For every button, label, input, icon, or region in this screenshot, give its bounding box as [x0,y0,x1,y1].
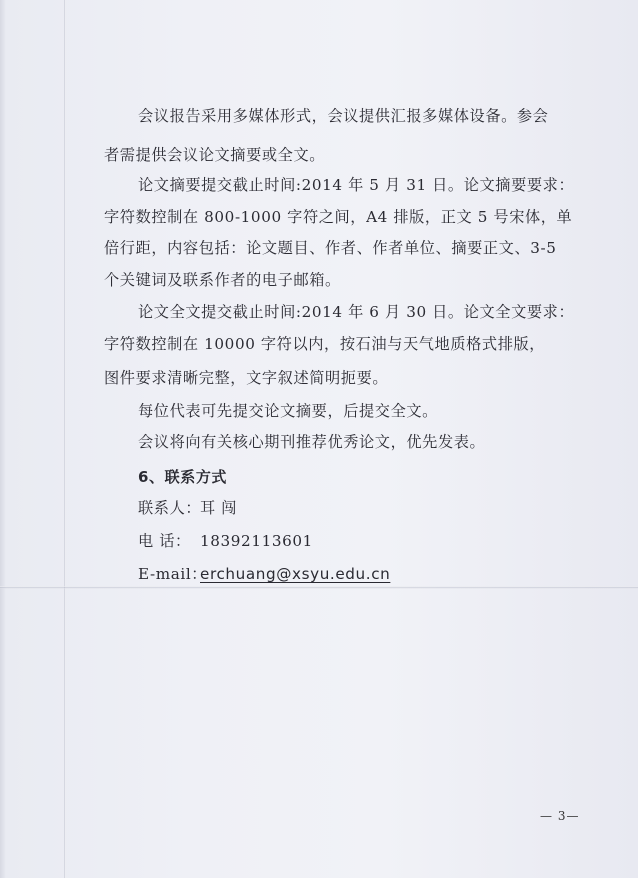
body-line-9: 图件要求清晰完整，文字叙述简明扼要。 [104,369,389,387]
body-line-11: 会议将向有关核心期刊推荐优秀论文，优先发表。 [138,433,486,451]
body-line-5: 倍行距，内容包括：论文题目、作者、作者单位、摘要正文、3-5 [104,239,557,257]
body-line-3: 论文摘要提交截止时间:2014 年 5 月 31 日。论文摘要要求： [138,176,575,194]
contact-phone-value: 18392113601 [200,532,313,550]
body-line-8: 字符数控制在 10000 字符以内，按石油与天气地质格式排版， [104,335,546,353]
body-line-6: 个关键词及联系作者的电子邮箱。 [104,271,341,289]
paper-fold-horizontal [0,586,638,589]
contact-phone-row [138,531,313,551]
contact-email-link[interactable]: erchuang@xsyu.edu.cn [200,565,391,583]
contact-email-row [138,564,390,584]
section-heading: 6、联系方式 [138,468,228,486]
contact-person-row [138,498,237,518]
body-line-10: 每位代表可先提交论文摘要，后提交全文。 [138,402,438,420]
contact-email-label: E-mail： [138,565,208,583]
body-line-7: 论文全文提交截止时间:2014 年 6 月 30 日。论文全文要求： [138,303,575,321]
body-line-1: 会议报告采用多媒体形式，会议提供汇报多媒体设备。参会 [138,107,549,125]
contact-person-value: 耳 闯 [200,499,238,517]
paper-fold-vertical [64,0,66,878]
page-number: — 3— [540,809,580,823]
contact-phone-label: 电 话： [138,532,191,550]
contact-person-label: 联系人： [138,499,202,517]
body-line-2: 者需提供会议论文摘要或全文。 [104,146,326,164]
body-line-4: 字符数控制在 800-1000 字符之间，A4 排版，正文 5 号宋体，单 [104,208,573,226]
